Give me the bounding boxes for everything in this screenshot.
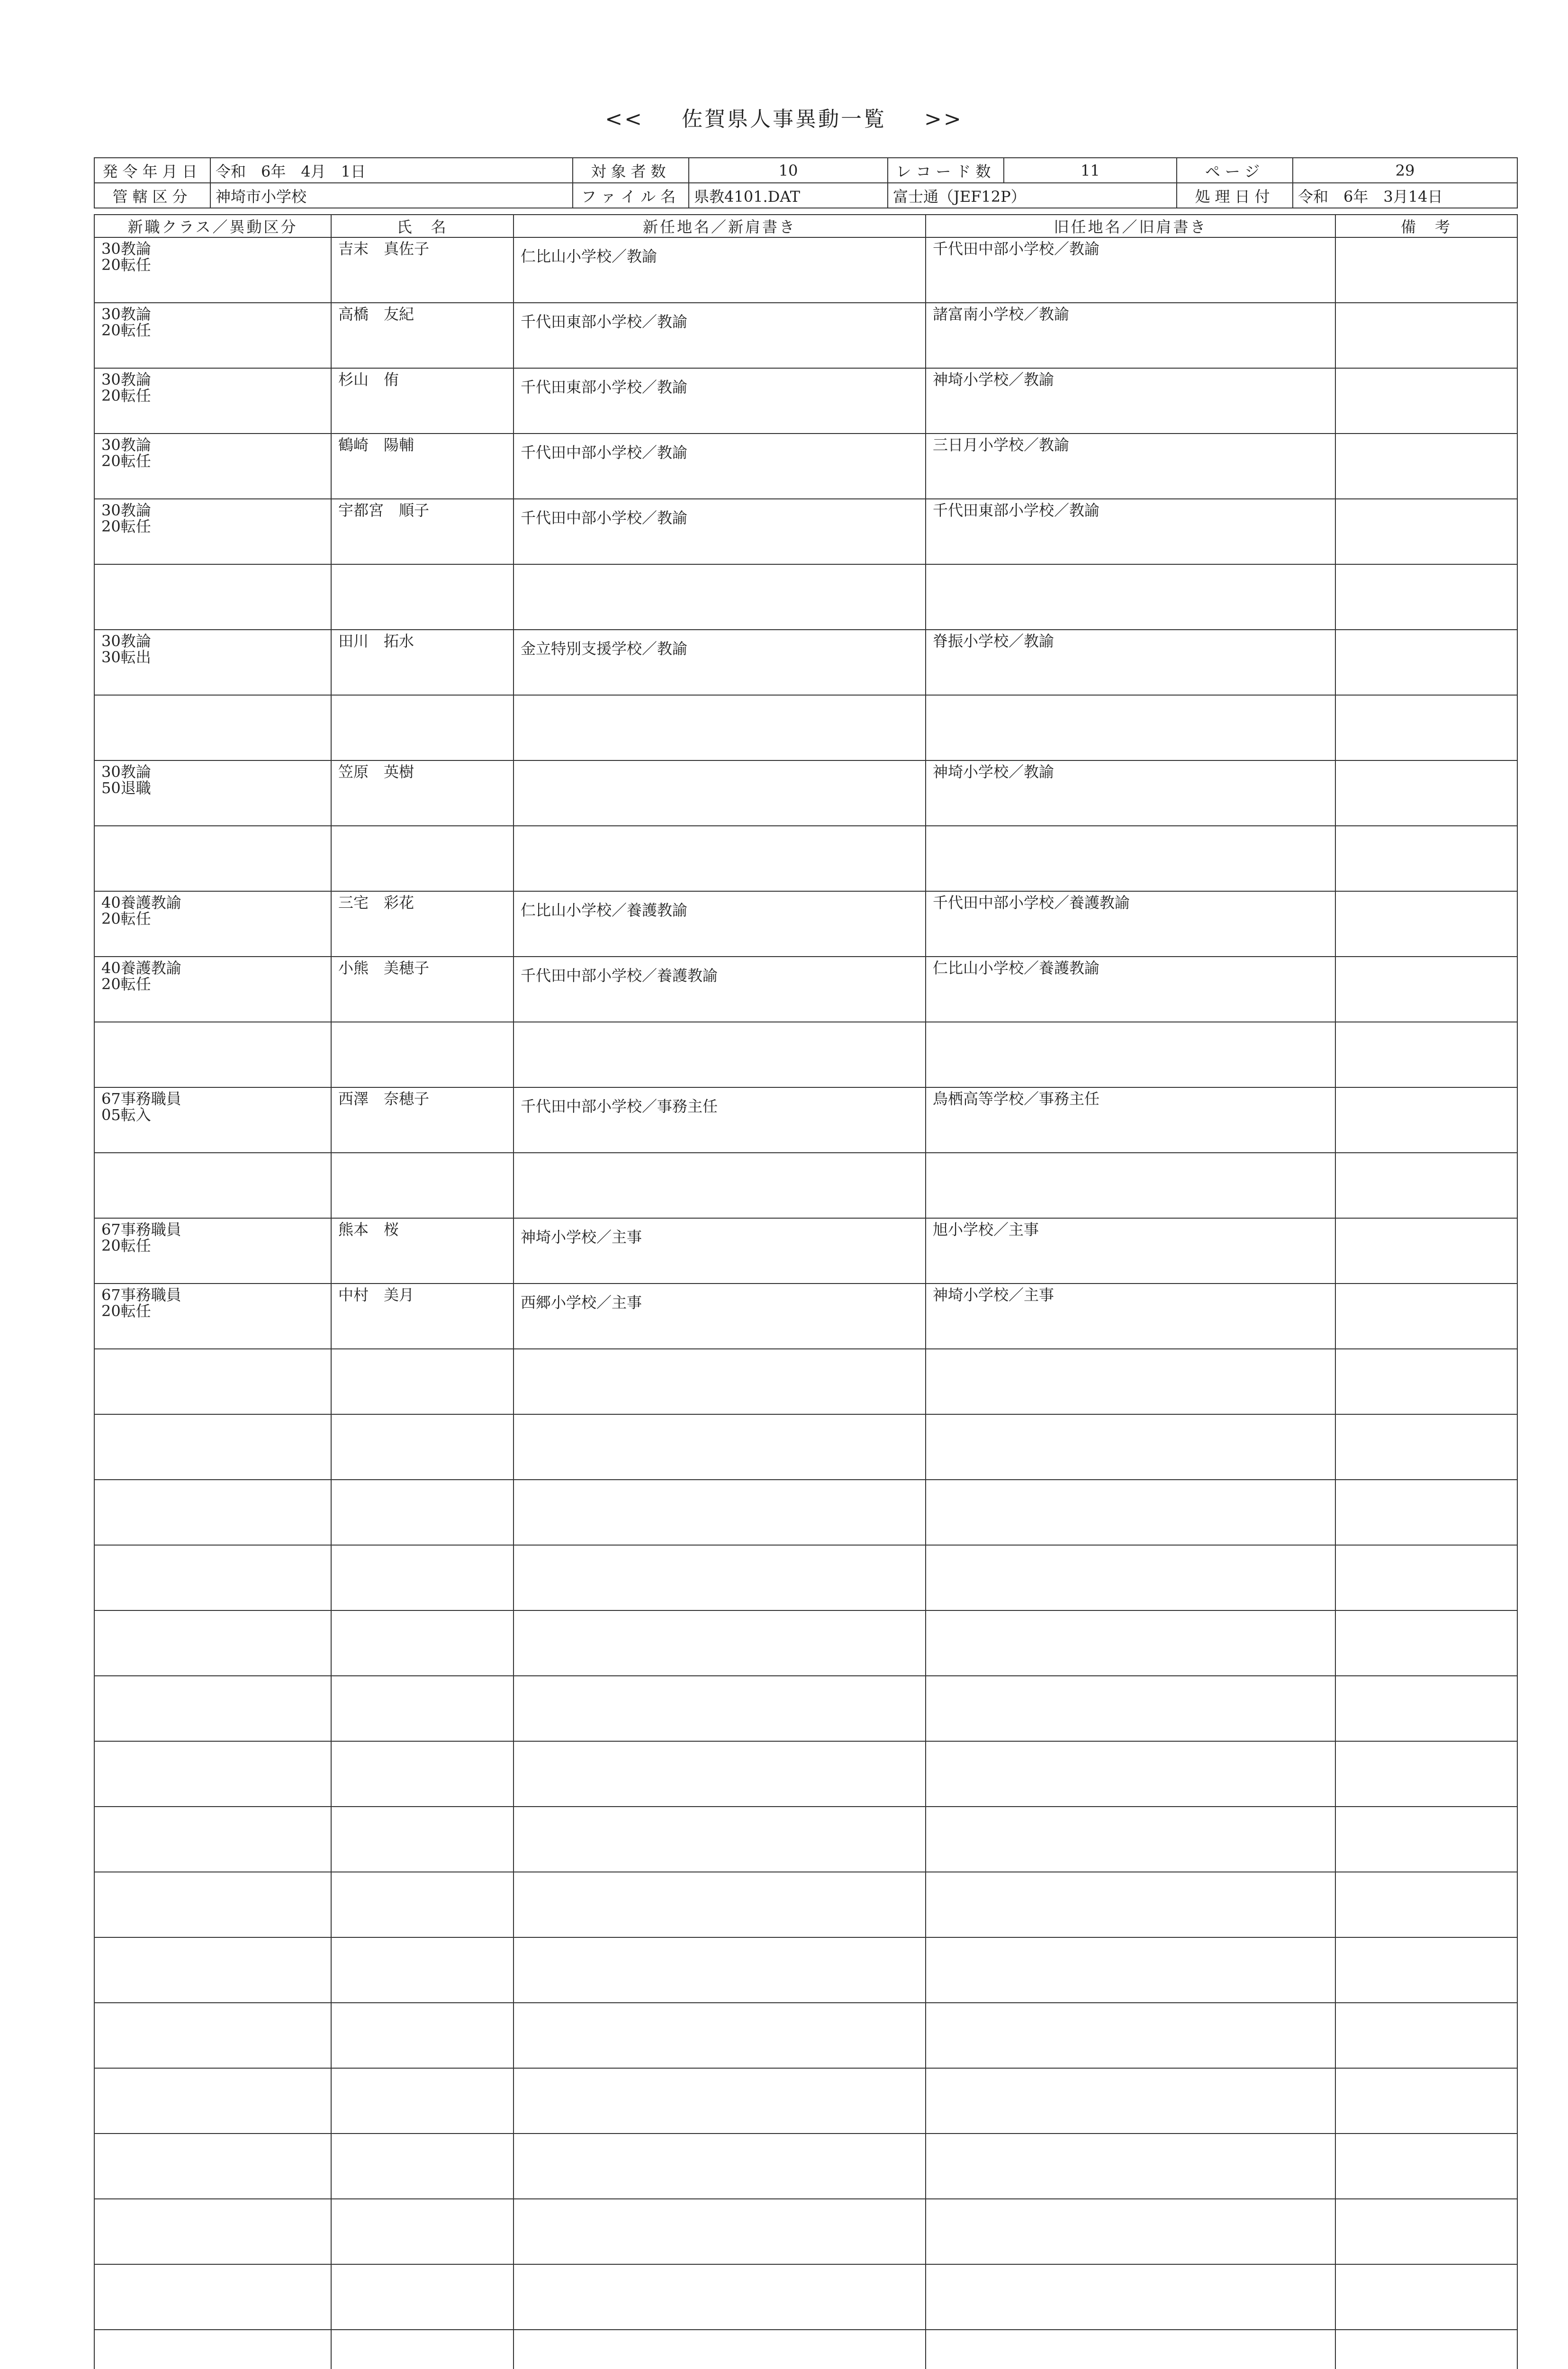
subjects-value: 10 [689, 158, 888, 183]
new-post [514, 1414, 926, 1480]
new-post: 千代田東部小学校／教諭 [514, 303, 926, 368]
table-row [94, 434, 1517, 499]
person-name [331, 2199, 514, 2264]
page-label: ページ [1177, 158, 1293, 183]
class-type-cell [94, 303, 331, 368]
class-type-cell [94, 760, 331, 826]
new-post: 千代田中部小学校／養護教諭 [514, 957, 926, 1022]
new-post [514, 1937, 926, 2003]
person-name [331, 1741, 514, 1807]
old-post [926, 2199, 1335, 2264]
person-name [331, 1480, 514, 1545]
file-value: 県教4101.DAT [689, 183, 888, 208]
table-row [94, 630, 1517, 695]
new-post [514, 1610, 926, 1676]
remarks [1335, 1284, 1517, 1349]
printer-value: 富士通（JEF12P） [888, 183, 1177, 208]
new-post [514, 564, 926, 630]
page-value: 29 [1293, 158, 1517, 183]
job-class: 30教論 [101, 436, 151, 454]
new-post [514, 1153, 926, 1218]
old-post [926, 1741, 1335, 1807]
class-type-cell [94, 1545, 331, 1610]
new-post [514, 1807, 926, 1872]
person-name: 杉山 侑 [331, 368, 514, 434]
remarks [1335, 1545, 1517, 1610]
class-type-cell [94, 2003, 331, 2068]
remarks [1335, 1414, 1517, 1480]
job-class: 67事務職員 [101, 1286, 181, 1304]
transfer-type: 30転出 [101, 648, 151, 666]
person-name: 田川 拓水 [331, 630, 514, 695]
remarks [1335, 2330, 1517, 2369]
person-name: 鶴崎 陽輔 [331, 434, 514, 499]
job-class: 30教論 [101, 240, 151, 258]
records-value: 11 [1004, 158, 1177, 183]
old-post [926, 1807, 1335, 1872]
header-remarks: 備 考 [1335, 215, 1517, 237]
remarks [1335, 695, 1517, 760]
old-post [926, 2134, 1335, 2199]
meta-row-2 [94, 183, 1517, 208]
class-type-cell [94, 1676, 331, 1741]
table-row [94, 1480, 1517, 1545]
old-post [926, 1610, 1335, 1676]
table-row [94, 1284, 1517, 1349]
old-post: 三日月小学校／教諭 [926, 434, 1335, 499]
remarks [1335, 1218, 1517, 1284]
remarks [1335, 891, 1517, 957]
class-type-cell [94, 1807, 331, 1872]
old-post [926, 2330, 1335, 2369]
new-post: 千代田中部小学校／事務主任 [514, 1087, 926, 1153]
table-row [94, 1610, 1517, 1676]
new-post [514, 2068, 926, 2134]
transfer-type: 20転任 [101, 1237, 151, 1255]
table-row [94, 1807, 1517, 1872]
person-name [331, 695, 514, 760]
person-name: 笠原 英樹 [331, 760, 514, 826]
issue-date-value: 令和 6年 4月 1日 [210, 158, 573, 183]
processed-date-value: 令和 6年 3月14日 [1293, 183, 1517, 208]
job-class: 40養護教諭 [101, 894, 181, 912]
old-post: 千代田東部小学校／教諭 [926, 499, 1335, 564]
person-name: 宇都宮 順子 [331, 499, 514, 564]
remarks [1335, 2134, 1517, 2199]
new-post: 仁比山小学校／教諭 [514, 237, 926, 303]
class-type-cell [94, 891, 331, 957]
person-name [331, 2003, 514, 2068]
table-row [94, 957, 1517, 1022]
remarks [1335, 1480, 1517, 1545]
person-name: 吉末 真佐子 [331, 237, 514, 303]
person-name [331, 1610, 514, 1676]
old-post [926, 1153, 1335, 1218]
transfer-type: 20転任 [101, 387, 151, 405]
table-row [94, 1218, 1517, 1284]
remarks [1335, 630, 1517, 695]
meta-row-1 [94, 158, 1517, 183]
old-post [926, 1349, 1335, 1414]
remarks [1335, 2264, 1517, 2330]
new-post [514, 1480, 926, 1545]
class-type-cell [94, 2330, 331, 2369]
new-post [514, 2199, 926, 2264]
class-type-cell [94, 957, 331, 1022]
person-name [331, 1414, 514, 1480]
transfer-type: 20転任 [101, 910, 151, 928]
transfer-type: 20転任 [101, 975, 151, 993]
remarks [1335, 1022, 1517, 1087]
old-post [926, 1414, 1335, 1480]
title-text: 佐賀県人事異動一覧 [682, 107, 886, 131]
old-post: 脊振小学校／教諭 [926, 630, 1335, 695]
file-label: ファイル名 [573, 183, 689, 208]
person-name [331, 2134, 514, 2199]
remarks [1335, 826, 1517, 891]
transfer-table [94, 214, 1518, 2369]
page-title [0, 102, 1568, 132]
class-type-cell [94, 237, 331, 303]
old-post [926, 564, 1335, 630]
remarks [1335, 1153, 1517, 1218]
table-row [94, 1087, 1517, 1153]
old-post: 神埼小学校／教諭 [926, 760, 1335, 826]
old-post [926, 2264, 1335, 2330]
person-name [331, 1676, 514, 1741]
new-post: 金立特別支援学校／教諭 [514, 630, 926, 695]
class-type-cell [94, 2068, 331, 2134]
old-post: 千代田中部小学校／教諭 [926, 237, 1335, 303]
remarks [1335, 2199, 1517, 2264]
new-post: 千代田中部小学校／教諭 [514, 434, 926, 499]
new-post: 千代田東部小学校／教諭 [514, 368, 926, 434]
class-type-cell [94, 1153, 331, 1218]
table-row [94, 499, 1517, 564]
remarks [1335, 434, 1517, 499]
old-post [926, 1676, 1335, 1741]
class-type-cell [94, 1872, 331, 1937]
old-post: 神埼小学校／主事 [926, 1284, 1335, 1349]
remarks [1335, 2003, 1517, 2068]
table-row [94, 2068, 1517, 2134]
old-post [926, 1545, 1335, 1610]
class-type-cell [94, 434, 331, 499]
transfer-type: 05転入 [101, 1106, 151, 1124]
new-post [514, 695, 926, 760]
transfer-type: 20転任 [101, 256, 151, 274]
remarks [1335, 499, 1517, 564]
person-name [331, 1153, 514, 1218]
person-name [331, 1545, 514, 1610]
person-name: 中村 美月 [331, 1284, 514, 1349]
class-type-cell [94, 564, 331, 630]
old-post: 諸富南小学校／教諭 [926, 303, 1335, 368]
table-row [94, 2003, 1517, 2068]
class-type-cell [94, 1610, 331, 1676]
old-post [926, 1480, 1335, 1545]
person-name: 熊本 桜 [331, 1218, 514, 1284]
records-label: レコード数 [888, 158, 1004, 183]
table-row [94, 2134, 1517, 2199]
new-post: 千代田中部小学校／教諭 [514, 499, 926, 564]
old-post: 旭小学校／主事 [926, 1218, 1335, 1284]
new-post: 神埼小学校／主事 [514, 1218, 926, 1284]
remarks [1335, 564, 1517, 630]
old-post [926, 2003, 1335, 2068]
job-class: 30教論 [101, 305, 151, 323]
job-class: 30教論 [101, 501, 151, 519]
transfer-type: 50退職 [101, 779, 151, 797]
table-row [94, 1349, 1517, 1414]
class-type-cell [94, 1414, 331, 1480]
issue-date-label: 発令年月日 [94, 158, 210, 183]
old-post [926, 2068, 1335, 2134]
job-class: 67事務職員 [101, 1221, 181, 1239]
class-type-cell [94, 2134, 331, 2199]
table-header-row [94, 215, 1517, 237]
person-name [331, 1349, 514, 1414]
job-class: 40養護教諭 [101, 959, 181, 977]
table-row [94, 1414, 1517, 1480]
table-row [94, 2264, 1517, 2330]
person-name [331, 564, 514, 630]
old-post [926, 1872, 1335, 1937]
new-post [514, 1349, 926, 1414]
remarks [1335, 2068, 1517, 2134]
remarks [1335, 1087, 1517, 1153]
header-name: 氏 名 [331, 215, 514, 237]
remarks [1335, 1807, 1517, 1872]
person-name [331, 2330, 514, 2369]
new-post: 仁比山小学校／養護教諭 [514, 891, 926, 957]
table-row [94, 2199, 1517, 2264]
class-type-cell [94, 1022, 331, 1087]
class-type-cell [94, 1284, 331, 1349]
class-type-cell [94, 1349, 331, 1414]
person-name [331, 826, 514, 891]
class-type-cell [94, 695, 331, 760]
header-class: 新職クラス／異動区分 [94, 215, 331, 237]
new-post [514, 1676, 926, 1741]
person-name [331, 1872, 514, 1937]
class-type-cell [94, 1480, 331, 1545]
job-class: 30教論 [101, 371, 151, 389]
table-body [94, 237, 1517, 2369]
title-open-bracket: << [605, 107, 644, 131]
remarks [1335, 1610, 1517, 1676]
new-post [514, 2330, 926, 2369]
old-post [926, 826, 1335, 891]
new-post [514, 2264, 926, 2330]
table-row [94, 303, 1517, 368]
processed-date-label: 処理日付 [1177, 183, 1293, 208]
table-row [94, 1022, 1517, 1087]
class-type-cell [94, 1087, 331, 1153]
transfer-type: 20転任 [101, 452, 151, 470]
remarks [1335, 303, 1517, 368]
table-row [94, 1872, 1517, 1937]
meta-table [94, 157, 1518, 208]
table-row [94, 1741, 1517, 1807]
title-close-bracket: >> [924, 107, 963, 131]
remarks [1335, 237, 1517, 303]
table-row [94, 1937, 1517, 2003]
old-post: 神埼小学校／教諭 [926, 368, 1335, 434]
table-row [94, 760, 1517, 826]
table-row [94, 1676, 1517, 1741]
remarks [1335, 957, 1517, 1022]
table-row [94, 695, 1517, 760]
table-row [94, 564, 1517, 630]
jurisdiction-value: 神埼市小学校 [210, 183, 573, 208]
class-type-cell [94, 630, 331, 695]
new-post [514, 1022, 926, 1087]
remarks [1335, 1937, 1517, 2003]
old-post [926, 695, 1335, 760]
class-type-cell [94, 1741, 331, 1807]
header-new-post: 新任地名／新肩書き [514, 215, 926, 237]
class-type-cell [94, 826, 331, 891]
jurisdiction-label: 管轄区分 [94, 183, 210, 208]
person-name: 西澤 奈穂子 [331, 1087, 514, 1153]
remarks [1335, 1676, 1517, 1741]
class-type-cell [94, 499, 331, 564]
person-name [331, 1937, 514, 2003]
class-type-cell [94, 1937, 331, 2003]
job-class: 30教論 [101, 763, 151, 781]
job-class: 30教論 [101, 632, 151, 650]
person-name: 小熊 美穂子 [331, 957, 514, 1022]
new-post [514, 2003, 926, 2068]
new-post [514, 1741, 926, 1807]
table-row [94, 1545, 1517, 1610]
old-post [926, 1937, 1335, 2003]
class-type-cell [94, 368, 331, 434]
new-post [514, 1872, 926, 1937]
new-post [514, 1545, 926, 1610]
new-post: 西郷小学校／主事 [514, 1284, 926, 1349]
remarks [1335, 1741, 1517, 1807]
class-type-cell [94, 2199, 331, 2264]
subjects-label: 対象者数 [573, 158, 689, 183]
table-row [94, 826, 1517, 891]
header-old-post: 旧任地名／旧肩書き [926, 215, 1335, 237]
new-post [514, 760, 926, 826]
person-name [331, 1807, 514, 1872]
person-name: 三宅 彩花 [331, 891, 514, 957]
remarks [1335, 1349, 1517, 1414]
transfer-type: 20転任 [101, 1302, 151, 1320]
class-type-cell [94, 1218, 331, 1284]
person-name [331, 2068, 514, 2134]
old-post: 鳥栖高等学校／事務主任 [926, 1087, 1335, 1153]
person-name [331, 2264, 514, 2330]
old-post: 仁比山小学校／養護教諭 [926, 957, 1335, 1022]
person-name [331, 1022, 514, 1087]
transfer-type: 20転任 [101, 517, 151, 535]
new-post [514, 826, 926, 891]
old-post [926, 1022, 1335, 1087]
class-type-cell [94, 2264, 331, 2330]
new-post [514, 2134, 926, 2199]
remarks [1335, 760, 1517, 826]
person-name: 高橋 友紀 [331, 303, 514, 368]
table-row [94, 1153, 1517, 1218]
table-row [94, 237, 1517, 303]
remarks [1335, 1872, 1517, 1937]
job-class: 67事務職員 [101, 1090, 181, 1108]
transfer-type: 20転任 [101, 321, 151, 339]
table-row [94, 891, 1517, 957]
table-row [94, 368, 1517, 434]
table-row [94, 2330, 1517, 2369]
old-post: 千代田中部小学校／養護教諭 [926, 891, 1335, 957]
remarks [1335, 368, 1517, 434]
